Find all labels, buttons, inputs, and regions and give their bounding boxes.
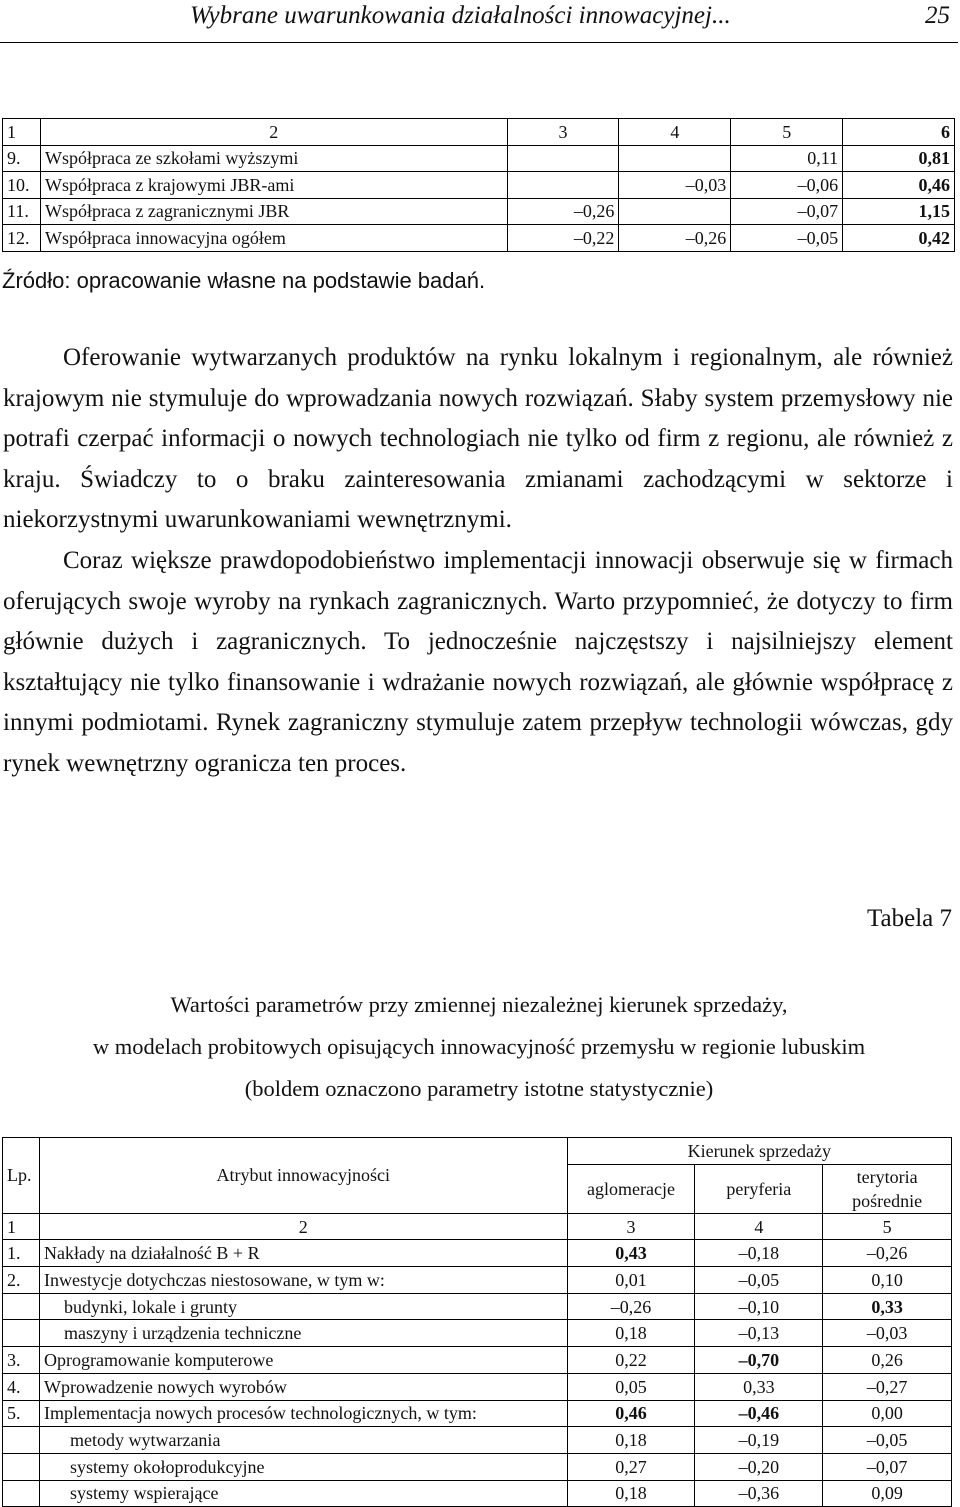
table-cell: –0,22 (507, 225, 619, 252)
table-header-row (3, 1138, 952, 1165)
body-text (3, 338, 953, 785)
table-cell: 5 (731, 119, 843, 146)
table-row (3, 1240, 952, 1267)
row-number: 5. (3, 1400, 40, 1427)
table-cell: 0,01 (567, 1267, 695, 1294)
table-cell: 0,81 (843, 145, 955, 172)
table-cell: –0,46 (695, 1400, 823, 1427)
table-row (3, 198, 955, 225)
row-label: budynki, lokale i grunty (39, 1293, 567, 1320)
table-cell: –0,26 (823, 1240, 952, 1267)
table-cell: 1 (3, 1213, 40, 1240)
table-row (3, 1373, 952, 1400)
table-cell: 3 (567, 1213, 695, 1240)
table-cell: –0,70 (695, 1347, 823, 1374)
row-number (3, 1293, 40, 1320)
table-cell: –0,03 (823, 1320, 952, 1347)
table-cell: 0,05 (567, 1373, 695, 1400)
row-number: 11. (3, 198, 41, 225)
row-number (3, 1480, 40, 1507)
row-label: maszyny i urządzenia techniczne (39, 1320, 567, 1347)
row-label: Oprogramowanie komputerowe (39, 1347, 567, 1374)
caption-line: (boldem oznaczono parametry istotne statystycznie) (244, 1076, 714, 1101)
table-cell: 0,46 (567, 1400, 695, 1427)
table-cell: –0,03 (619, 172, 731, 199)
table-cell: 0,22 (567, 1347, 695, 1374)
row-label: Współpraca ze szkołami wyższymi (40, 145, 507, 172)
row-label: Współpraca z zagranicznymi JBR (40, 198, 507, 225)
row-number: 3. (3, 1347, 40, 1374)
table-header-row (3, 119, 955, 146)
column-header-periphery: peryferia (695, 1164, 823, 1213)
column-header-intermediate (823, 1164, 952, 1213)
table-row (3, 1427, 952, 1454)
table-row (3, 172, 955, 199)
table-cell (507, 145, 619, 172)
table-cell: 0,00 (823, 1400, 952, 1427)
table-row (3, 1400, 952, 1427)
caption-line: Wartości parametrów przy zmiennej niezależnej kierunek sprzedaży, (170, 992, 788, 1017)
row-number: 2. (3, 1267, 40, 1294)
row-number (3, 1320, 40, 1347)
table-cell: 0,46 (843, 172, 955, 199)
table-cell: –0,05 (823, 1427, 952, 1454)
table-cell: –0,26 (507, 198, 619, 225)
parameters-table (2, 1137, 952, 1507)
table-cell: 0,42 (843, 225, 955, 252)
table-cell: –0,05 (731, 225, 843, 252)
table-cell: 0,18 (567, 1480, 695, 1507)
table-cell (507, 172, 619, 199)
table-row (3, 1453, 952, 1480)
row-number: 1. (3, 1240, 40, 1267)
table-row (3, 1347, 952, 1374)
table-cell: –0,07 (731, 198, 843, 225)
row-number: 4. (3, 1373, 40, 1400)
table-caption (0, 984, 958, 1110)
table-cell: –0,07 (823, 1453, 952, 1480)
row-number (3, 1427, 40, 1454)
table-cell: –0,20 (695, 1453, 823, 1480)
table-cell: –0,27 (823, 1373, 952, 1400)
table-cell: –0,10 (695, 1293, 823, 1320)
table-cell: –0,26 (567, 1293, 695, 1320)
table-cell: 0,18 (567, 1320, 695, 1347)
table-cell: –0,05 (695, 1267, 823, 1294)
table-row (3, 225, 955, 252)
caption-line: w modelach probitowych opisujących innowacyjność przemysłu w regionie lubuskim (92, 1034, 866, 1059)
table-cell: 5 (823, 1213, 952, 1240)
row-label: Wprowadzenie nowych wyrobów (39, 1373, 567, 1400)
table-cell: 1,15 (843, 198, 955, 225)
table-cell: 0,26 (823, 1347, 952, 1374)
table-cell: 0,09 (823, 1480, 952, 1507)
row-number: 10. (3, 172, 41, 199)
table-row (3, 145, 955, 172)
table-row (3, 1320, 952, 1347)
row-number (3, 1453, 40, 1480)
column-header-lp: Lp. (3, 1138, 40, 1214)
table-cell: 0,10 (823, 1267, 952, 1294)
row-label: systemy wspierające (39, 1480, 567, 1507)
column-header-attribute: Atrybut innowacyjności (39, 1138, 567, 1214)
table-cell: –0,36 (695, 1480, 823, 1507)
table-cell: 6 (843, 119, 955, 146)
table-cell: 4 (695, 1213, 823, 1240)
table-cell (619, 145, 731, 172)
table-cell: –0,13 (695, 1320, 823, 1347)
table-cell: 2 (39, 1213, 567, 1240)
table-row (3, 1480, 952, 1507)
row-label: Współpraca z krajowymi JBR-ami (40, 172, 507, 199)
table-numbers-row (3, 1213, 952, 1240)
paragraph: Oferowanie wytwarzanych produktów na rynku lokalnym i regionalnym, ale również krajowym nie stymuluje do wprowadzania nowych rozwiązań. Słaby system przemysłowy nie potrafi czerpać informacji o nowych technologiach nie tylko od firm z regionu, ale również z kraju. Świadczy to o braku zainteresowania zmianami zachodzącymi w sektorze i niekorzystnymi uwarunkowaniami wewnętrznymi. (3, 344, 953, 534)
paragraph: Coraz większe prawdopodobieństwo implementacji innowacji obserwuje się w firmach oferujących swoje wyroby na rynkach zagranicznych. Warto przypomnieć, że dotyczy to firm głównie dużych i zagranicznych. To jednocześnie najczęstszy i najsilniejszy element kształtujący nie tylko finansowanie i wdrażanie nowych rozwiązań, ale głównie współpracę z innymi podmiotami. Rynek zagraniczny stymuluje zatem przepływ technologii wówczas, gdy rynek wewnętrzny ogranicza ten proces. (3, 546, 953, 777)
page-number: 25 (925, 2, 950, 29)
row-label: Współpraca innowacyjna ogółem (40, 225, 507, 252)
table-cell: –0,18 (695, 1240, 823, 1267)
continued-table (2, 118, 955, 252)
column-header-agglomerations: aglomeracje (567, 1164, 695, 1213)
table-cell: 0,11 (731, 145, 843, 172)
table-cell: 4 (619, 119, 731, 146)
table-row (3, 1267, 952, 1294)
table-cell: 1 (3, 119, 41, 146)
table-number: Tabela 7 (866, 905, 952, 932)
header-line: pośrednie (852, 1190, 923, 1211)
table-cell: 0,33 (695, 1373, 823, 1400)
header-line: terytoria (856, 1166, 918, 1187)
running-title: Wybrane uwarunkowania działalności innowacyjnej... (190, 2, 731, 29)
running-header (0, 0, 958, 43)
table-cell (619, 198, 731, 225)
row-label: Inwestycje dotychczas niestosowane, w tym w: (39, 1267, 567, 1294)
row-number: 12. (3, 225, 41, 252)
table-cell: 0,43 (567, 1240, 695, 1267)
column-group-header: Kierunek sprzedaży (567, 1138, 951, 1165)
table-cell: –0,06 (731, 172, 843, 199)
source-note: Źródło: opracowanie własne na podstawie badań. (2, 268, 486, 293)
row-label: Nakłady na działalność B + R (39, 1240, 567, 1267)
row-label: Implementacja nowych procesów technologicznych, w tym: (39, 1400, 567, 1427)
table-cell: 0,33 (823, 1293, 952, 1320)
table-cell: –0,19 (695, 1427, 823, 1454)
table-cell: 0,27 (567, 1453, 695, 1480)
table-cell: 0,18 (567, 1427, 695, 1454)
table-cell: 3 (507, 119, 619, 146)
row-label: systemy okołoprodukcyjne (39, 1453, 567, 1480)
table-cell: –0,26 (619, 225, 731, 252)
table-cell: 2 (40, 119, 507, 146)
row-label: metody wytwarzania (39, 1427, 567, 1454)
table-row (3, 1293, 952, 1320)
row-number: 9. (3, 145, 41, 172)
